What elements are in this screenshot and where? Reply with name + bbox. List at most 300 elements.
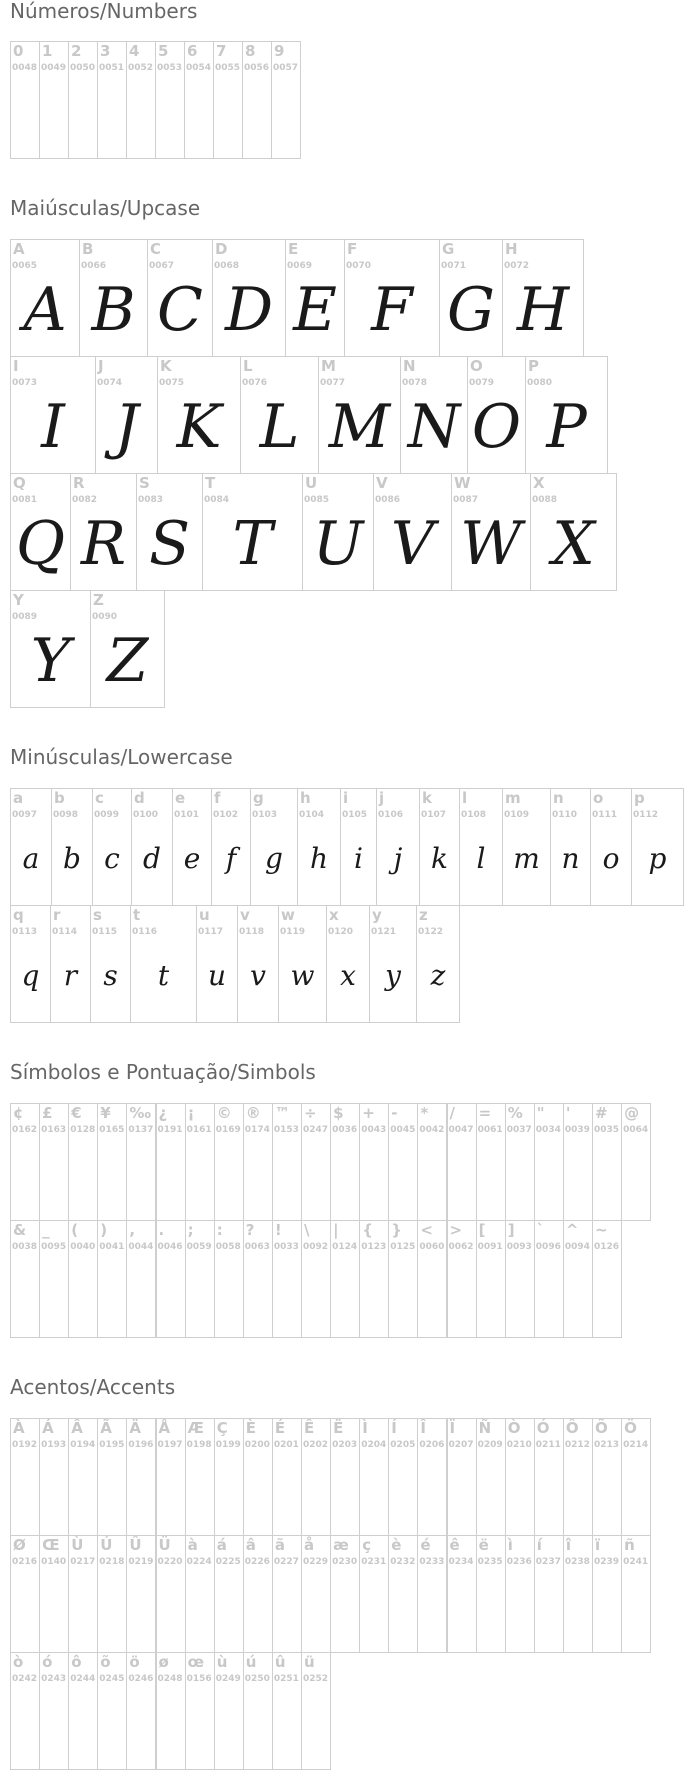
char-label: \	[304, 1221, 310, 1239]
glyph-cell	[243, 1418, 273, 1536]
char-code: 0227	[273, 1557, 299, 1567]
glyph-sample: U	[312, 509, 364, 579]
char-code: 0050	[70, 63, 96, 73]
glyph-cell	[530, 473, 617, 591]
char-label: Ì	[362, 1419, 368, 1437]
char-code: 0038	[12, 1242, 38, 1252]
char-label: Û	[129, 1536, 142, 1554]
char-code: 0077	[320, 378, 346, 388]
char-label: æ	[333, 1536, 349, 1554]
char-label: X	[533, 474, 545, 492]
char-label: (	[71, 1221, 79, 1239]
char-code: 0125	[390, 1242, 416, 1252]
glyph-cell	[172, 788, 212, 906]
glyph-cell	[185, 1103, 215, 1221]
char-code: 0083	[138, 495, 164, 505]
char-label: œ	[187, 1653, 205, 1671]
char-code: 0194	[70, 1440, 96, 1450]
char-label: ã	[274, 1536, 286, 1554]
char-label: ÷	[304, 1104, 317, 1122]
glyph-cell	[301, 1535, 331, 1653]
glyph-cell	[10, 788, 52, 906]
char-code: 0103	[252, 810, 278, 820]
char-label: Â	[71, 1419, 83, 1437]
char-code: 0233	[419, 1557, 445, 1567]
char-label: )	[100, 1221, 108, 1239]
char-code: 0219	[128, 1557, 154, 1567]
glyph-cell	[340, 788, 377, 906]
glyph-cell	[592, 1220, 622, 1338]
char-code: 0066	[81, 261, 107, 271]
char-label: a	[13, 789, 24, 807]
glyph-cell	[359, 1418, 389, 1536]
char-code: 0162	[12, 1125, 38, 1135]
char-label: [	[478, 1221, 486, 1239]
glyph-cell	[240, 356, 319, 474]
char-code: 0054	[186, 63, 212, 73]
char-code: 0105	[342, 810, 368, 820]
glyph-cell	[92, 788, 132, 906]
glyph-cell	[126, 1220, 156, 1338]
char-label: H	[505, 240, 518, 258]
char-code: 0156	[186, 1674, 212, 1684]
glyph-cell	[388, 1103, 418, 1221]
char-label: õ	[100, 1653, 111, 1671]
char-code: 0117	[198, 927, 224, 937]
glyph-cell	[592, 1418, 622, 1536]
char-label: =	[478, 1104, 492, 1122]
char-code: 0095	[41, 1242, 67, 1252]
glyph-cell	[126, 1103, 156, 1221]
char-code: 0053	[157, 63, 183, 73]
char-code: 0214	[623, 1440, 649, 1450]
char-code: 0153	[273, 1125, 299, 1135]
char-code: 0224	[186, 1557, 212, 1567]
glyph-sample: K	[176, 392, 222, 462]
glyph-cell	[447, 1220, 477, 1338]
char-code: 0169	[215, 1125, 241, 1135]
char-code: 0092	[303, 1242, 329, 1252]
glyph-cell	[400, 356, 468, 474]
glyph-cell	[90, 590, 165, 708]
glyph-cell	[243, 1103, 273, 1221]
char-code: 0113	[12, 927, 38, 937]
char-code: 0250	[244, 1674, 270, 1684]
char-code: 0252	[303, 1674, 329, 1684]
char-label: Ô	[565, 1419, 579, 1437]
char-label: 2	[71, 42, 82, 60]
char-code: 0119	[280, 927, 306, 937]
char-label: î	[565, 1536, 572, 1554]
char-code: 0202	[303, 1440, 329, 1450]
glyph-cell	[505, 1418, 535, 1536]
char-label: å	[304, 1536, 315, 1554]
char-label: 0	[13, 42, 24, 60]
glyph-cell	[10, 1220, 40, 1338]
glyph-cell	[373, 473, 452, 591]
glyph-cell	[388, 1220, 418, 1338]
char-code: 0161	[186, 1125, 212, 1135]
char-label: W	[454, 474, 471, 492]
char-code: 0064	[623, 1125, 649, 1135]
glyph-sample: Q	[15, 509, 66, 579]
char-label: Ï	[449, 1419, 456, 1437]
glyph-cell	[10, 473, 71, 591]
char-label: c	[95, 789, 104, 807]
char-code: 0121	[371, 927, 397, 937]
glyph-sample: X	[552, 509, 595, 579]
char-code: 0097	[12, 810, 38, 820]
glyph-sample: F	[371, 275, 413, 345]
glyph-cell	[185, 1418, 215, 1536]
char-code: 0058	[215, 1242, 241, 1252]
char-label: €	[71, 1104, 82, 1122]
char-label: 5	[158, 42, 169, 60]
glyph-cell	[467, 356, 526, 474]
glyph-cell	[621, 1418, 651, 1536]
glyph-cell	[590, 788, 632, 906]
char-label: T	[205, 474, 216, 492]
char-code: 0063	[244, 1242, 270, 1252]
char-code: 0101	[174, 810, 200, 820]
char-code: 0174	[244, 1125, 270, 1135]
char-code: 0242	[12, 1674, 38, 1684]
glyph-cell	[97, 41, 127, 159]
glyph-sample: m	[513, 842, 540, 875]
char-code: 0093	[506, 1242, 532, 1252]
char-code: 0087	[453, 495, 479, 505]
glyph-cell	[156, 1418, 186, 1536]
char-label: Ó	[536, 1419, 550, 1437]
glyph-cell	[359, 1103, 389, 1221]
char-label: 3	[100, 42, 111, 60]
glyph-cell	[505, 1535, 535, 1653]
char-code: 0226	[244, 1557, 270, 1567]
char-code: 0249	[215, 1674, 241, 1684]
glyph-cell	[214, 1220, 244, 1338]
char-label: ¢	[13, 1104, 24, 1122]
glyph-cell	[39, 1535, 69, 1653]
glyph-sample: v	[250, 959, 266, 992]
glyph-cell	[10, 1535, 40, 1653]
char-code: 0191	[157, 1125, 183, 1135]
char-label: g	[253, 789, 264, 807]
glyph-cell	[326, 905, 370, 1023]
char-label: x	[329, 906, 339, 924]
char-code: 0195	[99, 1440, 125, 1450]
glyph-cell	[505, 1220, 535, 1338]
glyph-cell	[70, 473, 137, 591]
char-code: 0068	[214, 261, 240, 271]
char-code: 0056	[244, 63, 270, 73]
glyph-cell	[213, 41, 243, 159]
char-label: O	[470, 357, 483, 375]
char-label: o	[593, 789, 604, 807]
char-code: 0122	[418, 927, 444, 937]
char-label: ê	[449, 1536, 460, 1554]
char-label: N	[403, 357, 416, 375]
glyph-sample: L	[259, 392, 300, 462]
char-code: 0070	[346, 261, 372, 271]
char-label: I	[13, 357, 19, 375]
glyph-cell	[297, 788, 341, 906]
char-code: 0244	[70, 1674, 96, 1684]
glyph-cell	[10, 1103, 40, 1221]
glyph-sample: C	[157, 275, 203, 345]
glyph-cell	[185, 1652, 215, 1770]
glyph-cell	[476, 1418, 506, 1536]
glyph-sample: j	[393, 842, 403, 875]
char-code: 0140	[41, 1557, 67, 1567]
char-code: 0039	[564, 1125, 590, 1135]
char-label: Q	[13, 474, 26, 492]
glyph-cell	[278, 905, 327, 1023]
char-code: 0035	[594, 1125, 620, 1135]
glyph-cell	[39, 1652, 69, 1770]
glyph-cell	[68, 1220, 98, 1338]
char-code: 0110	[552, 810, 578, 820]
char-label: è	[391, 1536, 402, 1554]
char-label: ‰	[129, 1104, 151, 1122]
char-code: 0106	[378, 810, 404, 820]
glyph-sample: z	[430, 959, 446, 992]
char-label: Ä	[129, 1419, 141, 1437]
char-code: 0236	[506, 1557, 532, 1567]
glyph-cell	[447, 1535, 477, 1653]
char-code: 0210	[506, 1440, 532, 1450]
glyph-cell	[476, 1535, 506, 1653]
char-label: ë	[478, 1536, 489, 1554]
char-code: 0237	[535, 1557, 561, 1567]
char-label: D	[215, 240, 228, 258]
glyph-cell	[10, 590, 91, 708]
char-label: í	[536, 1536, 542, 1554]
glyph-cell	[196, 905, 238, 1023]
glyph-cell	[301, 1103, 331, 1221]
char-label: }	[391, 1221, 402, 1239]
char-label: .	[158, 1221, 165, 1239]
char-code: 0079	[469, 378, 495, 388]
glyph-cell	[243, 1220, 273, 1338]
char-code: 0247	[303, 1125, 329, 1135]
glyph-cell	[344, 239, 440, 357]
char-label: '	[565, 1104, 571, 1122]
glyph-cell	[97, 1652, 127, 1770]
glyph-cell	[185, 1535, 215, 1653]
char-label: 8	[245, 42, 256, 60]
glyph-sample: T	[232, 509, 273, 579]
char-label: +	[362, 1104, 375, 1122]
glyph-cell	[563, 1220, 593, 1338]
char-code: 0076	[242, 378, 268, 388]
char-label: 9	[274, 42, 285, 60]
char-code: 0086	[375, 495, 401, 505]
char-code: 0042	[419, 1125, 445, 1135]
char-code: 0199	[215, 1440, 241, 1450]
section-title-symbols: Símbolos e Pontuação/Simbols	[10, 1060, 316, 1084]
glyph-sample: B	[91, 275, 136, 345]
glyph-sample: O	[471, 392, 522, 462]
glyph-cell	[550, 788, 591, 906]
glyph-sample: A	[23, 275, 67, 345]
char-label: U	[305, 474, 318, 492]
glyph-cell	[202, 473, 303, 591]
char-label: ù	[216, 1653, 228, 1671]
glyph-sample: e	[183, 842, 201, 875]
glyph-cell	[156, 1220, 186, 1338]
glyph-cell	[318, 356, 401, 474]
char-label: ï	[595, 1536, 601, 1554]
glyph-cell	[359, 1535, 389, 1653]
glyph-cell	[330, 1220, 360, 1338]
char-code: 0193	[41, 1440, 67, 1450]
char-code: 0251	[273, 1674, 299, 1684]
glyph-sample: b	[63, 842, 81, 875]
char-label: %	[507, 1104, 523, 1122]
char-code: 0074	[97, 378, 123, 388]
char-label: Ë	[333, 1419, 344, 1437]
char-code: 0231	[361, 1557, 387, 1567]
glyph-sample: I	[41, 392, 65, 462]
glyph-cell	[272, 1220, 302, 1338]
glyph-cell	[97, 1535, 127, 1653]
char-label: ç	[362, 1536, 372, 1554]
glyph-cell	[439, 239, 503, 357]
char-label: *	[420, 1104, 429, 1122]
char-code: 0040	[70, 1242, 96, 1252]
char-label: e	[175, 789, 186, 807]
glyph-cell	[243, 1535, 273, 1653]
char-label: V	[376, 474, 388, 492]
glyph-cell	[214, 1103, 244, 1221]
glyph-sample: c	[104, 842, 120, 875]
char-label: Æ	[187, 1419, 204, 1437]
char-label: ?	[245, 1221, 255, 1239]
char-code: 0088	[532, 495, 558, 505]
glyph-cell	[214, 1652, 244, 1770]
glyph-sample: l	[476, 842, 486, 875]
char-code: 0069	[287, 261, 313, 271]
glyph-sample: a	[22, 842, 40, 875]
char-code: 0072	[504, 261, 530, 271]
char-label: ö	[129, 1653, 140, 1671]
glyph-cell	[155, 41, 185, 159]
glyph-cell	[388, 1418, 418, 1536]
glyph-sample: q	[21, 959, 40, 992]
glyph-sample: t	[157, 959, 170, 992]
char-code: 0230	[332, 1557, 358, 1567]
char-code: 0245	[99, 1674, 125, 1684]
char-label: v	[240, 906, 250, 924]
char-code: 0107	[421, 810, 447, 820]
char-label: 4	[129, 42, 140, 60]
char-code: 0067	[149, 261, 175, 271]
char-code: 0085	[304, 495, 330, 505]
char-label: ô	[71, 1653, 82, 1671]
char-code: 0043	[361, 1125, 387, 1135]
glyph-cell	[185, 1220, 215, 1338]
char-code: 0126	[594, 1242, 620, 1252]
char-label: b	[54, 789, 65, 807]
char-label: ;	[187, 1221, 194, 1239]
char-label: r	[53, 906, 61, 924]
char-code: 0114	[52, 927, 78, 937]
glyph-sample: W	[460, 509, 522, 579]
char-label: ,	[129, 1221, 136, 1239]
char-code: 0246	[128, 1674, 154, 1684]
glyph-cell	[126, 1652, 156, 1770]
char-code: 0052	[128, 63, 154, 73]
char-label: z	[419, 906, 428, 924]
glyph-cell	[39, 1220, 69, 1338]
char-code: 0081	[12, 495, 38, 505]
char-label: À	[13, 1419, 25, 1437]
char-code: 0109	[504, 810, 530, 820]
glyph-cell	[39, 1103, 69, 1221]
char-code: 0057	[273, 63, 299, 73]
char-label: $	[333, 1104, 344, 1122]
glyph-cell	[459, 788, 503, 906]
char-code: 0216	[12, 1557, 38, 1567]
char-label: ø	[158, 1653, 169, 1671]
char-code: 0118	[239, 927, 265, 937]
char-label: !	[274, 1221, 282, 1239]
char-code: 0047	[448, 1125, 474, 1135]
glyph-sample: f	[225, 842, 237, 875]
char-label: G	[442, 240, 455, 258]
char-code: 0200	[244, 1440, 270, 1450]
char-label: Å	[158, 1419, 171, 1437]
glyph-cell	[285, 239, 345, 357]
char-code: 0201	[273, 1440, 299, 1450]
char-code: 0243	[41, 1674, 67, 1684]
char-label: ¡	[187, 1104, 195, 1122]
char-label: Œ	[42, 1536, 60, 1554]
glyph-cell	[272, 1418, 302, 1536]
char-label: ™	[274, 1104, 290, 1122]
glyph-cell	[476, 1103, 506, 1221]
glyph-cell	[39, 41, 69, 159]
glyph-cell	[534, 1103, 564, 1221]
char-label: t	[133, 906, 141, 924]
glyph-cell	[417, 1220, 447, 1338]
char-code: 0238	[564, 1557, 590, 1567]
char-label: 6	[187, 42, 198, 60]
glyph-cell	[525, 356, 608, 474]
char-label: Î	[420, 1419, 426, 1437]
char-code: 0137	[128, 1125, 154, 1135]
glyph-cell	[147, 239, 213, 357]
char-code: 0108	[461, 810, 487, 820]
char-label: R	[73, 474, 85, 492]
char-label: m	[505, 789, 521, 807]
char-label: :	[216, 1221, 223, 1239]
char-code: 0051	[99, 63, 125, 73]
glyph-sample: R	[80, 509, 127, 579]
char-code: 0036	[332, 1125, 358, 1135]
glyph-cell	[68, 1418, 98, 1536]
char-label: û	[274, 1653, 286, 1671]
glyph-cell	[301, 1652, 331, 1770]
glyph-cell	[126, 1418, 156, 1536]
glyph-cell	[592, 1103, 622, 1221]
glyph-cell	[242, 41, 272, 159]
glyph-cell	[563, 1418, 593, 1536]
glyph-cell	[243, 1652, 273, 1770]
char-code: 0128	[70, 1125, 96, 1135]
glyph-cell	[126, 41, 156, 159]
char-code: 0206	[419, 1440, 445, 1450]
